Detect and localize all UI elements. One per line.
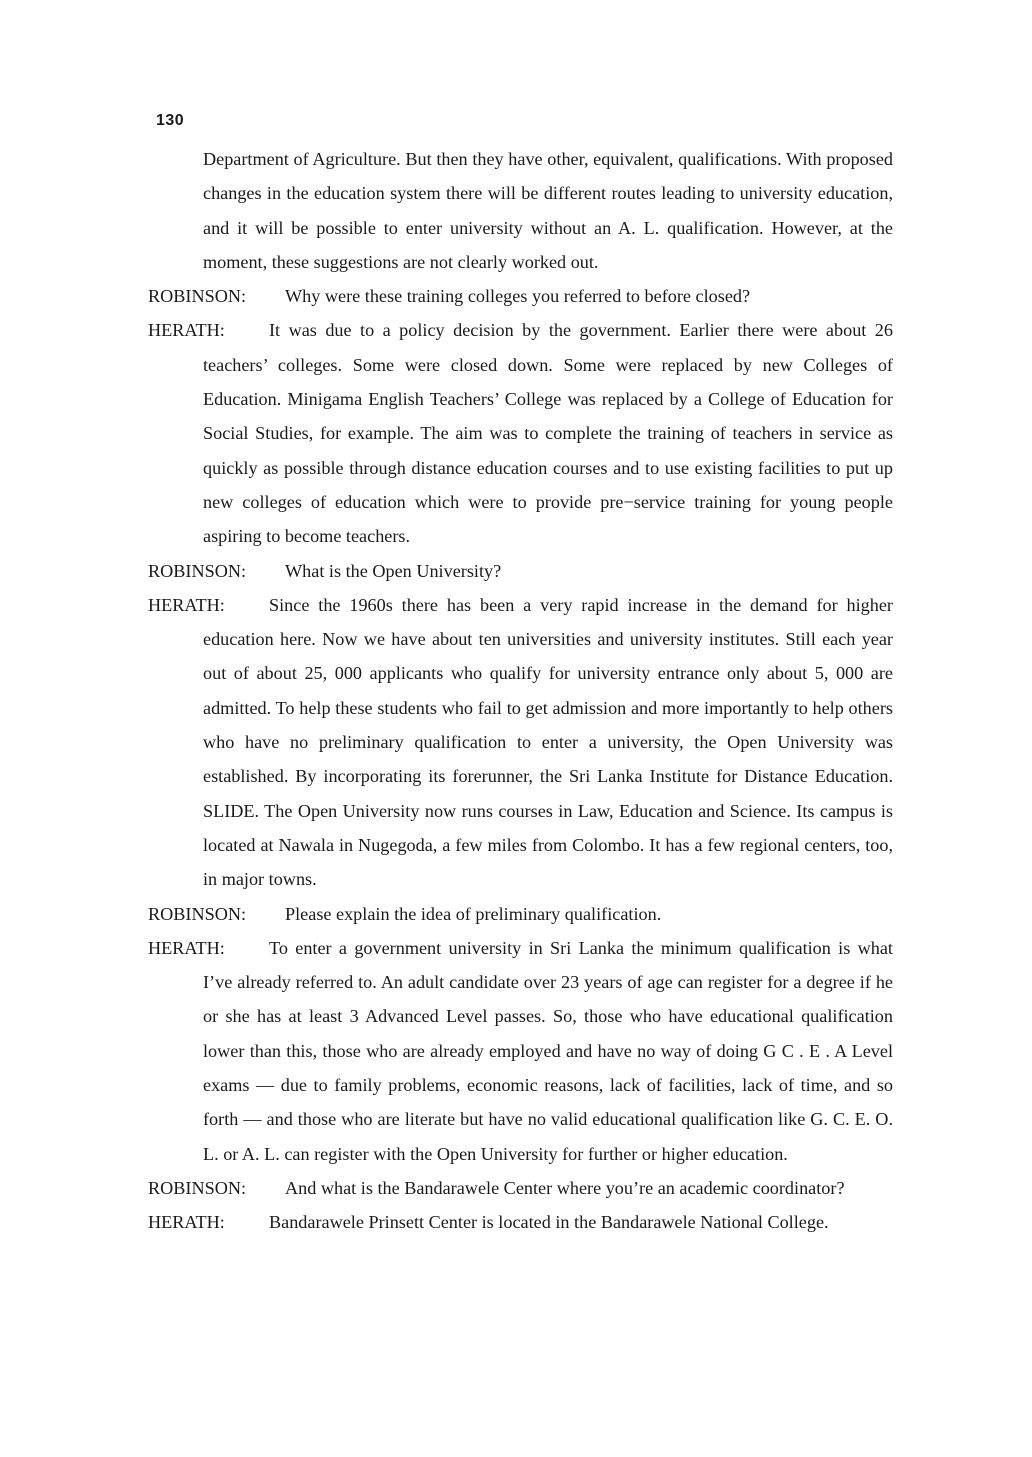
speaker-label: ROBINSON: xyxy=(148,1177,247,1198)
speaker-label: HERATH: xyxy=(148,320,225,341)
dialogue-turn-herath xyxy=(148,1205,893,1239)
dialogue-turn-robinson xyxy=(148,1171,893,1205)
speech-text: It was due to a policy decision by the government. Earlier there were about 26 teachers’ colleges. Some were closed down. Some were replaced by new Colleges of Education. Minigama English Teachers’ College was replaced by a College of Education for Social Studies, for example. The aim was to complete the training of teachers in service as quickly as possible through distance education courses and to use existing facilities to put up new colleges of education which were to provide pre−service training for young people aspiring to become teachers. xyxy=(203,320,893,547)
speech-text: Why were these training colleges you referred to before closed? xyxy=(285,286,751,307)
speaker-label: HERATH: xyxy=(148,594,225,615)
dialogue-turn-robinson xyxy=(148,279,893,313)
dialogue-turn-robinson xyxy=(148,897,893,931)
speaker-label: ROBINSON: xyxy=(148,903,247,924)
speaker-label: ROBINSON: xyxy=(148,560,247,581)
speech-text: And what is the Bandarawele Center where you’re an academic coordinator? xyxy=(285,1177,845,1198)
speaker-label: HERATH: xyxy=(148,937,225,958)
dialogue-turn-herath xyxy=(148,588,893,897)
dialogue-turn-herath xyxy=(148,931,893,1171)
speech-text: Since the 1960s there has been a very rapid increase in the demand for higher education here. Now we have about ten universities and university institutes. Still each year out of about 25, 000 applicants who qualify for university entrance only about 5, 000 are admitted. To help these students who fail to get admission and more importantly to help others who have no preliminary qualification to enter a university, the Open University was established. By incorporating its forerunner, the Sri Lanka Institute for Distance Education. SLIDE. The Open University now runs courses in Law, Education and Science. Its campus is located at Nawala in Nugegoda, a few miles from Colombo. It has a few regional centers, too, in major towns. xyxy=(203,594,893,890)
speech-text: Bandarawele Prinsett Center is located in the Bandarawele National College. xyxy=(269,1212,829,1233)
speech-text: Please explain the idea of preliminary qualification. xyxy=(285,903,662,924)
speech-text: What is the Open University? xyxy=(285,560,502,581)
continuation-paragraph: Department of Agriculture. But then they have other, equivalent, qualifications. With proposed changes in the education system there will be different routes leading to university education, and it will be possible to enter university without an A. L. qualification. However, at the moment, these suggestions are not clearly worked out. xyxy=(203,149,893,272)
speech-text: To enter a government university in Sri Lanka the minimum qualification is what I’ve already referred to. An adult candidate over 23 years of age can register for a degree if he or she has at least 3 Advanced Level passes. So, those who have educational qualification lower than this, those who are already employed and have no way of doing G C . E . A Level exams — due to family problems, economic reasons, lack of facilities, lack of time, and so forth — and those who are literate but have no valid educational qualification like G. C. E. O. L. or A. L. can register with the Open University for further or higher education. xyxy=(203,937,893,1164)
page-number: 130 xyxy=(156,112,185,129)
dialogue-turn-robinson xyxy=(148,554,893,588)
dialogue-turn-herath xyxy=(148,313,893,553)
speaker-label: ROBINSON: xyxy=(148,286,247,307)
speaker-label: HERATH: xyxy=(148,1212,225,1233)
body-text xyxy=(148,142,893,1240)
